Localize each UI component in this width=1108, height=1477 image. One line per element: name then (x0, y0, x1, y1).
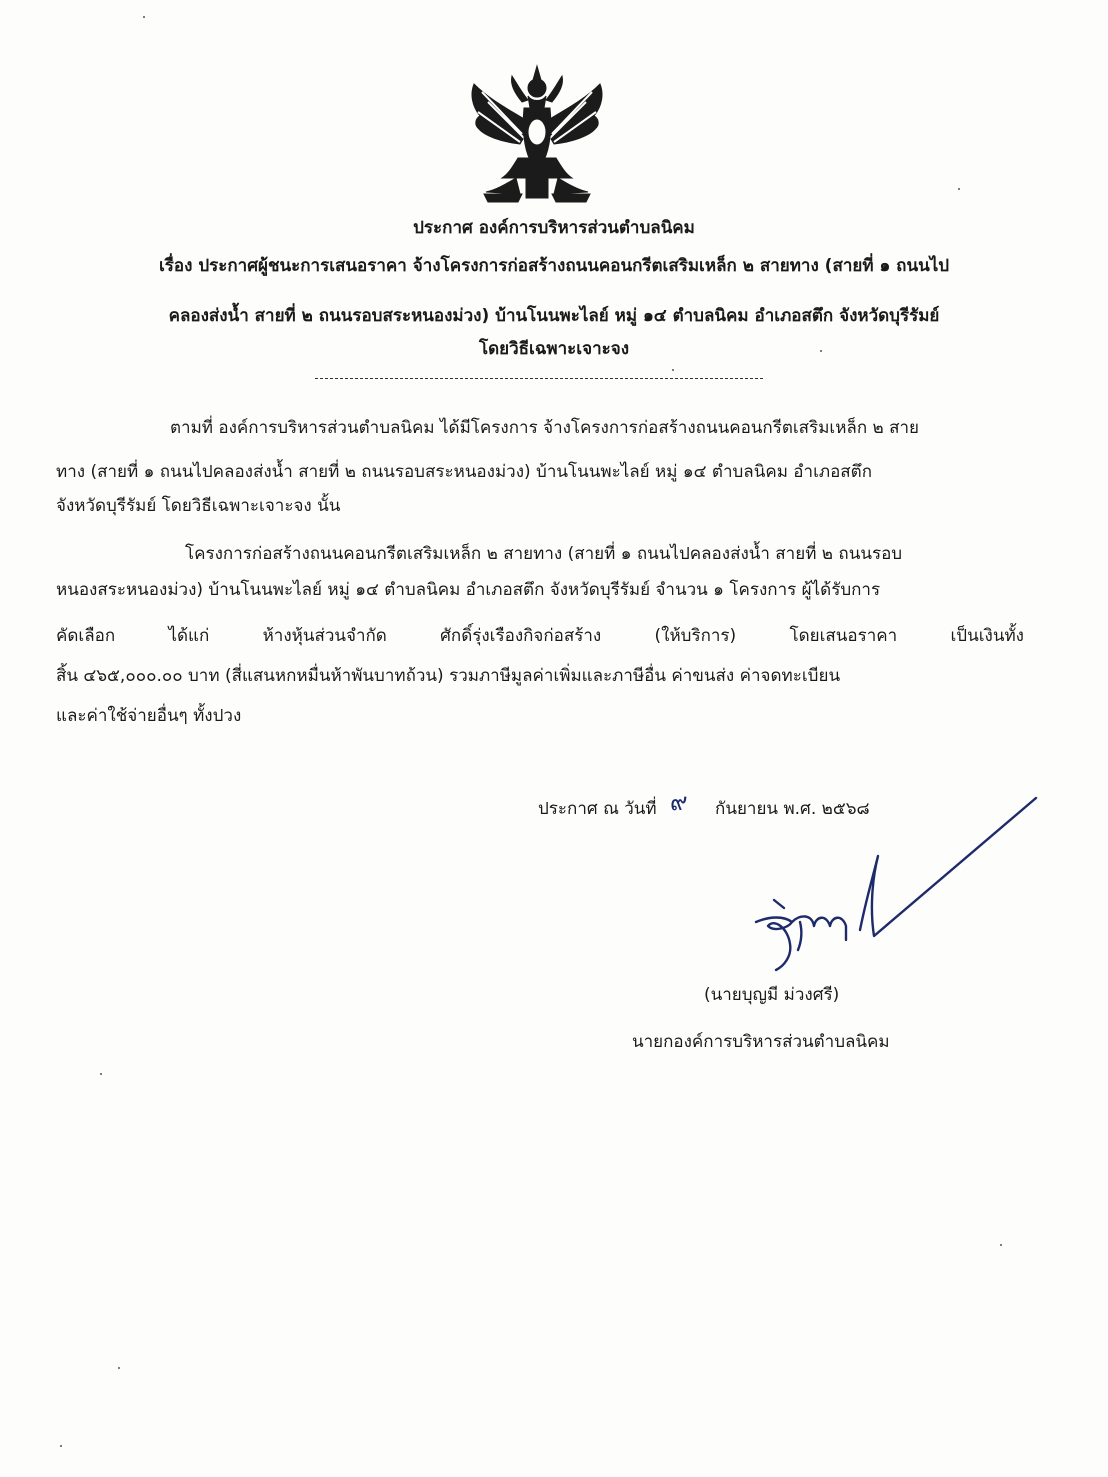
scan-speck (118, 1367, 120, 1369)
paragraph-line: และค่าใช้จ่ายอื่นๆ ทั้งปวง (56, 706, 242, 726)
divider-rule (315, 378, 763, 379)
garuda-emblem-icon (462, 62, 612, 210)
scan-speck (958, 188, 960, 190)
paragraph-word: คัดเลือก (56, 626, 116, 646)
paragraph-line: จังหวัดบุรีรัมย์ โดยวิธีเฉพาะเจาะจง นั้น (56, 496, 341, 516)
signatory-position: นายกองค์การบริหารส่วนตำบลนิคม (632, 1032, 890, 1052)
paragraph-line-justified (56, 626, 1024, 646)
subject-line: เรื่อง ประกาศผู้ชนะการเสนอราคา จ้างโครงการก่อสร้างถนนคอนกรีตเสริมเหล็ก ๒ สายทาง (สายที่ ๑ ถนนไป (158, 256, 950, 276)
paragraph-line: หนองสระหนองม่วง) บ้านโนนพะไลย์ หมู่ ๑๔ ตำบลนิคม อำเภอสตึก จังหวัดบุรีรัมย์ จำนวน ๑ โครงการ ผู้ได้รับการ (56, 580, 881, 600)
paragraph-word: ได้แก่ (168, 626, 210, 646)
paragraph-word: ศักดิ์รุ่งเรืองกิจก่อสร้าง (440, 626, 602, 646)
signature-icon (740, 780, 1050, 1010)
scan-speck (820, 350, 822, 352)
announcement-title: ประกาศ องค์การบริหารส่วนตำบลนิคม (413, 218, 695, 238)
subject-line: โดยวิธีเฉพาะเจาะจง (478, 339, 630, 359)
scan-speck (143, 16, 145, 18)
paragraph-line: ทาง (สายที่ ๑ ถนนไปคลองส่งน้ำ สายที่ ๒ ถนนรอบสระหนองม่วง) บ้านโนนพะไลย์ หมู่ ๑๔ ตำบลนิคม อำเภอสตึก (56, 462, 872, 482)
paragraph-line: ตามที่ องค์การบริหารส่วนตำบลนิคม ได้มีโครงการ จ้างโครงการก่อสร้างถนนคอนกรีตเสริมเหล็ก ๒ สาย (170, 418, 920, 438)
scan-speck (672, 369, 674, 371)
date-prefix: ประกาศ ณ วันที่ (538, 799, 657, 819)
signatory-name: (นายบุญมี ม่วงศรี) (704, 985, 840, 1005)
paragraph-line: สิ้น ๔๖๕,๐๐๐.๐๐ บาท (สี่แสนหกหมื่นห้าพันบาทถ้วน) รวมภาษีมูลค่าเพิ่มและภาษีอื่น ค่าขนส่ง ค่าจดทะเบียน (56, 666, 841, 686)
subject-line: คลองส่งน้ำ สายที่ ๒ ถนนรอบสระหนองม่วง) บ้านโนนพะไลย์ หมู่ ๑๔ ตำบลนิคม อำเภอสตึก จังหวัดบุรีรัมย์ (168, 306, 940, 326)
paragraph-word: (ให้บริการ) (654, 626, 737, 646)
paragraph-line: โครงการก่อสร้างถนนคอนกรีตเสริมเหล็ก ๒ สายทาง (สายที่ ๑ ถนนไปคลองส่งน้ำ สายที่ ๒ ถนนรอบ (185, 544, 903, 564)
paragraph-word: ห้างหุ้นส่วนจำกัด (262, 626, 387, 646)
paragraph-word: เป็นเงินทั้ง (950, 626, 1024, 646)
scan-speck (1000, 1244, 1002, 1246)
paragraph-word: โดยเสนอราคา (789, 626, 898, 646)
scan-speck (60, 1445, 62, 1447)
scan-speck (100, 1073, 102, 1075)
date-month-year: กันยายน พ.ศ. ๒๕๖๘ (715, 799, 870, 819)
date-day: ๙ (670, 788, 688, 816)
